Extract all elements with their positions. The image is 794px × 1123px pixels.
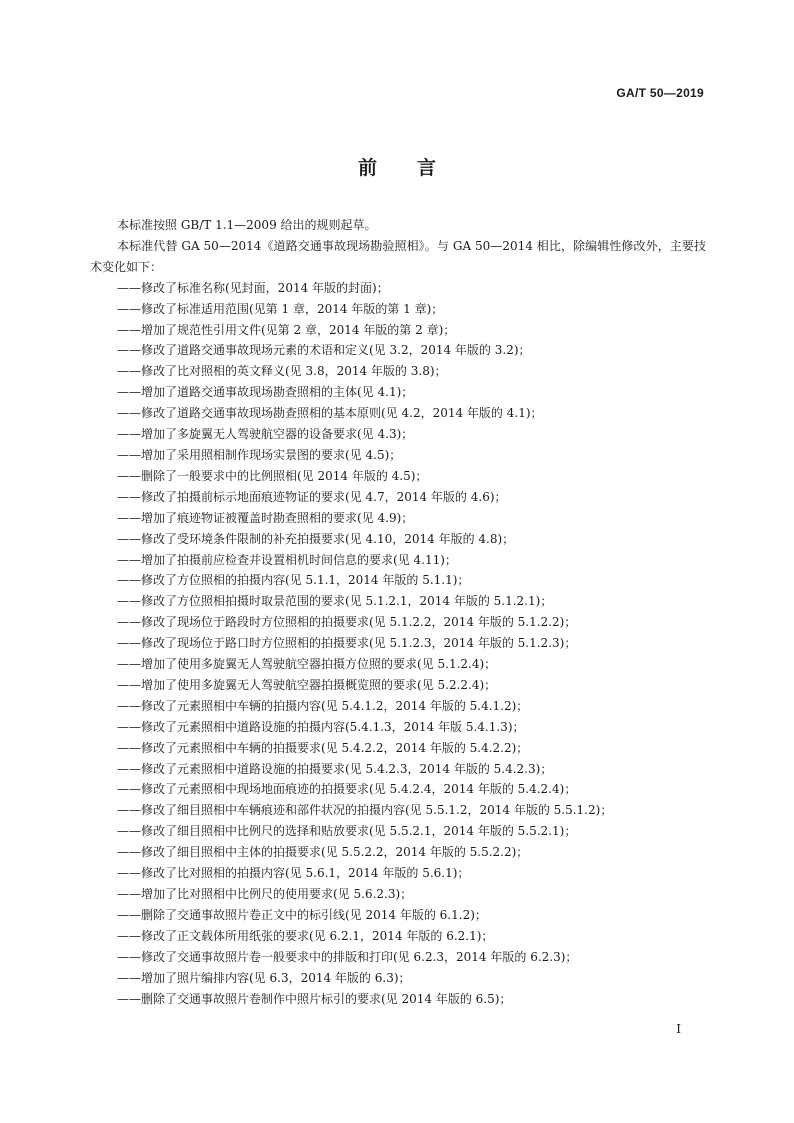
list-item: ——修改了方位照相拍摄时取景范围的要求(见 5.1.2.1，2014 年版的 5.1.2.1)；: [117, 594, 553, 609]
list-item: ——增加了使用多旋翼无人驾驶航空器拍摄方位照的要求(见 5.1.2.4)；: [117, 657, 497, 672]
list-item: ——修改了元素照相中道路设施的拍摄要求(见 5.4.2.3，2014 年版的 5.4.2.3)；: [117, 761, 553, 776]
list-item: ——修改了元素照相中道路设施的拍摄内容(5.4.1.3，2014 年版 5.4.1.3)；: [117, 719, 525, 734]
document-code: GA/T 50—2019: [616, 86, 704, 100]
list-item: ——修改了道路交通事故现场元素的术语和定义(见 3.2，2014 年版的 3.2)；: [117, 343, 531, 358]
list-item: ——修改了现场位于路口时方位照相的拍摄要求(见 5.1.2.3，2014 年版的 5.1.2.3)；: [117, 636, 577, 651]
list-item: ——修改了标准适用范围(见第 1 章，2014 年版的第 1 章)；: [117, 301, 444, 316]
list-item: ——修改了元素照相中车辆的拍摄内容(见 5.4.1.2，2014 年版的 5.4.1.2)；: [117, 698, 529, 713]
list-item: ——增加了使用多旋翼无人驾驶航空器拍摄概览照的要求(见 5.2.2.4)；: [117, 677, 497, 692]
list-item: ——修改了正文载体所用纸张的要求(见 6.2.1，2014 年版的 6.2.1)；: [117, 928, 494, 943]
page-number: I: [676, 1022, 681, 1036]
list-item: ——删除了一般要求中的比例照相(见 2014 年版的 4.5)；: [117, 468, 428, 483]
changes-list: [90, 278, 706, 1010]
list-item: ——增加了比对照相中比例尺的使用要求(见 5.6.2.3)；: [117, 887, 413, 901]
list-item: ——增加了多旋翼无人驾驶航空器的设备要求(见 4.3)；: [117, 427, 414, 442]
list-item: ——修改了元素照相中车辆的拍摄要求(见 5.4.2.2，2014 年版的 5.4.2.2)；: [117, 740, 529, 755]
list-item: ——删除了交通事故照片卷正文中的标引线(见 2014 年版的 6.1.2)；: [117, 907, 487, 922]
list-item: ——修改了细目照相中主体的拍摄要求(见 5.5.2.2，2014 年版的 5.5.2.2)；: [117, 845, 529, 860]
list-item: ——修改了拍摄前标示地面痕迹物证的要求(见 4.7，2014 年版的 4.6)；: [117, 489, 507, 504]
list-item: ——修改了比对照相的英文释义(见 3.8，2014 年版的 3.8)；: [117, 364, 447, 379]
list-item: ——增加了道路交通事故现场勘查照相的主体(见 4.1)；: [117, 385, 414, 400]
list-item: ——修改了方位照相的拍摄内容(见 5.1.1，2014 年版的 5.1.1)；: [117, 573, 470, 588]
list-item: ——增加了拍摄前应检查并设置相机时间信息的要求(见 4.11)；: [117, 552, 457, 567]
list-item: ——修改了细目照相中车辆痕迹和部件状况的拍摄内容(见 5.5.1.2，2014 年版的 5.5.1.2)；: [117, 803, 613, 818]
list-item: ——修改了受环境条件限制的补充拍摄要求(见 4.10，2014 年版的 4.8)；: [117, 531, 515, 546]
list-item: ——修改了元素照相中现场地面痕迹的拍摄要求(见 5.4.2.4，2014 年版的 5.4.2.4)；: [117, 782, 577, 797]
list-item: ——修改了现场位于路段时方位照相的拍摄要求(见 5.1.2.2，2014 年版的 5.1.2.2)；: [117, 615, 577, 630]
list-item: ——增加了采用照相制作现场实景图的要求(见 4.5)；: [117, 447, 402, 462]
paragraph-replacement: 本标准代替 GA 50—2014《道路交通事故现场勘验照相》。与 GA 50—2014 相比，除编辑性修改外，主要技术变化如下：: [90, 238, 706, 274]
list-item: ——修改了交通事故照片卷一般要求中的排版和打印(见 6.2.3，2014 年版的 6.2.3)；: [117, 949, 578, 964]
foreword-body: [90, 215, 706, 1009]
list-item: ——修改了道路交通事故现场勘查照相的基本原则(见 4.2，2014 年版的 4.1)；: [117, 406, 543, 421]
list-item: ——增加了照片编排内容(见 6.3，2014 年版的 6.3)；: [117, 970, 411, 985]
list-item: ——修改了细目照相中比例尺的选择和贴放要求(见 5.5.2.1，2014 年版的 5.5.2.1)；: [117, 824, 577, 839]
page-title: 前言: [357, 157, 476, 179]
list-item: ——修改了标准名称(见封面，2014 年版的封面)；: [117, 280, 389, 295]
list-item: ——删除了交通事故照片卷制作中照片标引的要求(见 2014 年版的 6.5)；: [117, 991, 512, 1006]
list-item: ——增加了痕迹物证被覆盖时勘查照相的要求(见 4.9)；: [117, 510, 414, 525]
paragraph-drafting-rules: 本标准按照 GB/T 1.1—2009 给出的规则起草。: [117, 218, 377, 232]
list-item: ——修改了比对照相的拍摄内容(见 5.6.1，2014 年版的 5.6.1)；: [117, 866, 470, 881]
list-item: ——增加了规范性引用文件(见第 2 章，2014 年版的第 2 章)；: [117, 322, 456, 337]
